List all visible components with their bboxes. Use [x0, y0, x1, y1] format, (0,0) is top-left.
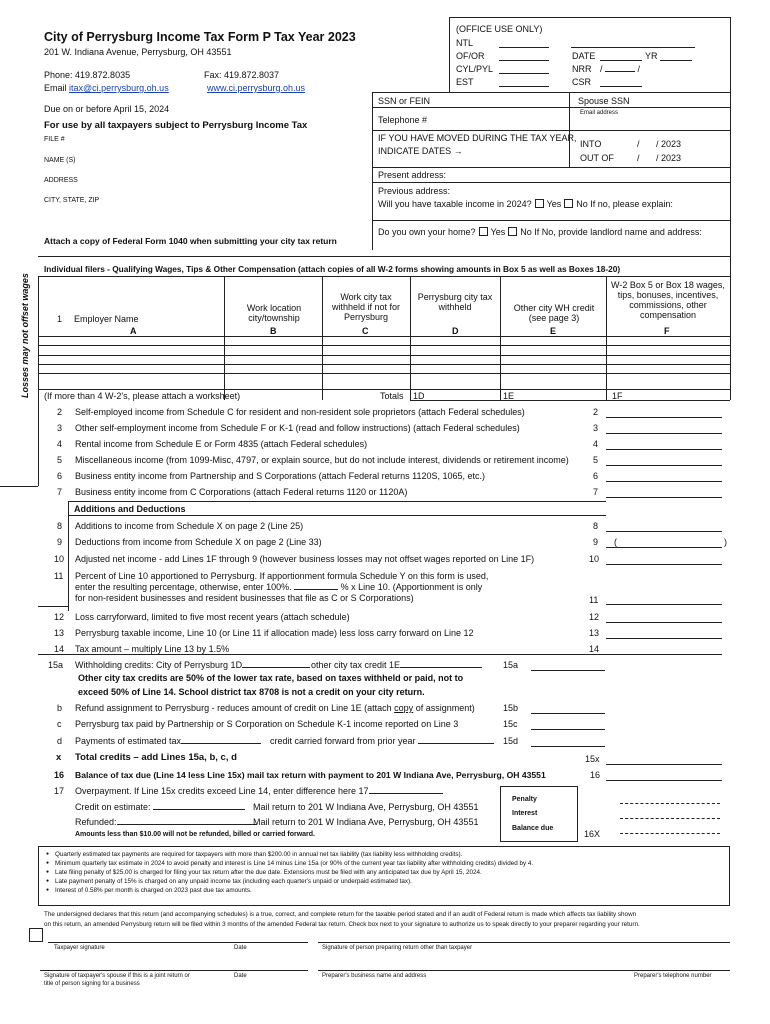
taxable-income-question: Will you have taxable income in 2024? [378, 199, 532, 209]
line-text: Miscellaneous income (from 1099-Misc, 4797, or explain source, but do not include interest, dividends or retirement income) [75, 455, 569, 465]
telephone-label: Telephone # [378, 115, 428, 125]
line-number-right: 4 [593, 439, 599, 449]
spouse-date-label: Date [234, 973, 247, 979]
line-9-text: Deductions from income from Schedule X on page 2 (Line 33) [75, 537, 322, 547]
line-amount-input[interactable] [606, 497, 722, 498]
refunded-label: Refunded: [75, 817, 117, 827]
balance-due-label: Balance due [512, 825, 554, 832]
line-15d-est-input[interactable] [181, 743, 261, 744]
office-ofor: OF/OR [456, 51, 485, 61]
line-15b-number: b [57, 703, 63, 713]
line-17-number: 17 [54, 786, 65, 796]
line-15b-text-copy: copy [394, 703, 414, 713]
previous-address-label: Previous address: [378, 186, 451, 196]
col-b-letter: B [270, 326, 277, 336]
additions-title: Additions and Deductions [74, 504, 186, 514]
fax: Fax: 419.872.8037 [204, 70, 280, 80]
address-label: ADDRESS [44, 177, 78, 184]
line-17-input[interactable] [369, 793, 443, 794]
into-slash: / [637, 139, 640, 149]
line-15a-text: Withholding credits: City of Perrysburg 1D [75, 660, 243, 670]
credit-note-1: Other city tax credits are 50% of the lower tax rate, based on taxes withheld or paid, not to [78, 673, 464, 683]
line-number-right: 3 [593, 423, 599, 433]
moved-label-2: INDICATE DATES → [378, 146, 463, 156]
credit-on-estimate-input[interactable] [153, 809, 245, 810]
spouse-signature-label-2: title of person signing for a business [44, 981, 140, 987]
email-label: Email [44, 83, 70, 93]
line-number: 2 [57, 407, 63, 417]
col-a-letter: A [130, 326, 137, 336]
spouse-signature-label: Signature of taxpayer's spouse if this is a joint return or [44, 973, 190, 979]
line-number: 6 [57, 471, 63, 481]
line-13-text: Perrysburg taxable income, Line 10 (or Line 11 if allocation made) less loss carry forward on Line 12 [75, 628, 474, 638]
line-number-right: 5 [593, 455, 599, 465]
own-home-question: Do you own your home? [378, 227, 476, 237]
line-15a-1d-input[interactable] [242, 667, 310, 668]
yes-label: Yes [546, 199, 562, 209]
line-15x-number: x [56, 752, 62, 763]
line-number: 7 [57, 487, 63, 497]
total-1e: 1E [503, 391, 515, 401]
line-10-text: Adjusted net income - add Lines 1F through 9 (however business losses may not offset wages reported on Line 1F) [75, 554, 535, 564]
penalty-label: Penalty [512, 796, 537, 803]
own-no-checkbox[interactable] [508, 227, 517, 236]
line-15c-right-number: 15c [503, 719, 518, 729]
line-17-text: Overpayment. If Line 15x credits exceed Line 14, enter difference here 17 [75, 786, 369, 796]
line-amount-input[interactable] [606, 417, 722, 418]
totals-label: Totals [380, 391, 404, 401]
line-number-right: 2 [593, 407, 599, 417]
wages-title: Individual filers - Qualifying Wages, Tips & Other Compensation (attach copies of all W-2 forms showing amounts in Box 5 as well as Boxes 18-20) [44, 264, 621, 274]
note-bullet: ● Late filing penalty of $25.00 is charged for filing your tax return after the due date. Extensions must be filed with any anticipated tax due by April 15, 2024. [46, 868, 533, 877]
declaration-text-2: on this return, an amended Perrysburg return will be filed within 3 months of the amended Federal tax return. Check box next to your signature to authorize us to speak directly to your preparer regarding your return. [44, 921, 640, 928]
col-c-header: Work city tax withheld if not for Perrysburg [331, 292, 401, 322]
city-state-zip-label: CITY, STATE, ZIP [44, 197, 100, 204]
line-text: Rental income from Schedule E or Form 4835 (attach Federal schedules) [75, 439, 368, 449]
preparer-signature-label: Signature of person preparing return other than taxpayer [322, 945, 473, 951]
line-16x-number: 16X [584, 829, 601, 839]
line-16-right-number: 16 [590, 770, 601, 780]
line-11-text-c: for non-resident businesses and resident businesses that file as C or S Corporations) [75, 593, 414, 603]
line-15d-carry-input[interactable] [418, 743, 494, 744]
line-16-text: Balance of tax due (Line 14 less Line 15x) mail tax return with payment to 201 W Indiana Ave, Perrysburg, OH 43551 [75, 770, 546, 780]
use-statement: For use by all taxpayers subject to Perrysburg Income Tax [44, 120, 308, 131]
line-11-text-a: Percent of Line 10 apportioned to Perrysburg. If apportionment formula Schedule Y on this form is used, [75, 571, 489, 581]
credit-note-2: exceed 50% of Line 14. School district tax 8708 is not a credit on your city return. [78, 687, 425, 697]
ssn-label: SSN or FEIN [378, 96, 431, 106]
taxable-no-label: No If no, please explain: [576, 199, 673, 209]
line-11-text-b: enter the resulting percentage, otherwise, enter 100%. [75, 582, 292, 592]
website-link[interactable]: www.ci.perrysburg.oh.us [207, 83, 306, 93]
credit-on-estimate-label: Credit on estimate: [75, 802, 151, 812]
line-15a-1e-input[interactable] [400, 667, 482, 668]
line-15b-text-post: of assignment) [413, 703, 475, 713]
line-1-number: 1 [57, 314, 63, 324]
attach-1040-note: Attach a copy of Federal Form 1040 when submitting your city tax return [44, 236, 337, 246]
line-15c-text: Perrysburg tax paid by Partnership or S Corporation on Schedule K-1 income reported on Line 3 [75, 719, 459, 729]
line-number: 3 [57, 423, 63, 433]
file-number-label: FILE # [44, 136, 65, 143]
due-date: Due on or before April 15, 2024 [44, 104, 170, 114]
line-9-open-paren: ( [614, 537, 617, 547]
preparer-phone-label: Preparer's telephone number [634, 973, 712, 979]
line-15a-other-text: other city tax credit 1E [311, 660, 401, 670]
email-address-label: Email address [580, 110, 619, 116]
total-1f: 1F [612, 391, 623, 401]
office-use-title: (OFFICE USE ONLY) [456, 24, 543, 34]
col-a-header: Employer Name [74, 314, 139, 324]
phone: Phone: 419.872.8035 [44, 70, 131, 80]
line-amount-input[interactable] [606, 433, 722, 434]
line-amount-input[interactable] [606, 449, 722, 450]
own-yes-checkbox[interactable] [479, 227, 488, 236]
col-f-header: W-2 Box 5 or Box 18 wages, tips, bonuses, incentives, commissions, other compensation [611, 280, 725, 320]
out-of-label: OUT OF [580, 153, 614, 163]
line-15a-number: 15a [48, 660, 64, 670]
outof-slash: / [637, 153, 640, 163]
total-1d: 1D [413, 391, 425, 401]
line-15b-text-pre: Refund assignment to Perrysburg - reduces amount of credit on Line 1E (attach [75, 703, 395, 713]
office-cylpyl: CYL/PYL [456, 64, 494, 74]
line-15b-right-number: 15b [503, 703, 519, 713]
col-b-header: Work location city/township [246, 303, 302, 323]
line-amount-input[interactable] [606, 481, 722, 482]
office-nrr-slash: / [637, 64, 641, 74]
moved-label: IF YOU HAVE MOVED DURING THE TAX YEAR, [378, 133, 577, 143]
office-nrr: NRR [572, 64, 592, 74]
names-label: NAME (S) [44, 157, 76, 164]
own-no-label: No If No, provide landlord name and address: [520, 227, 702, 237]
office-ntl: NTL [456, 38, 474, 48]
into-year: / 2023 [656, 139, 682, 149]
line-15x-text: Total credits – add Lines 15a, b, c, d [75, 752, 237, 763]
taxable-no-checkbox[interactable] [564, 199, 573, 208]
losses-side-label: Losses may not offset wages [20, 273, 30, 398]
mail-return-1: Mail return to 201 W Indiana Ave, Perrysburg, OH 43551 [253, 802, 479, 812]
col-c-letter: C [362, 326, 369, 336]
col-f-letter: F [664, 326, 670, 336]
line-15d-number: d [57, 736, 63, 746]
line-number: 4 [57, 439, 63, 449]
form-title: City of Perrysburg Income Tax Form P Tax Year 2023 [44, 30, 356, 44]
spouse-ssn-label: Spouse SSN [578, 96, 630, 106]
line-number-right: 7 [593, 487, 599, 497]
office-yr: YR [645, 51, 658, 61]
line-12-text: Loss carryforward, limited to five most recent years (attach schedule) [75, 612, 350, 622]
office-date: DATE [572, 51, 596, 61]
line-text: Self-employed income from Schedule C for resident and non-resident sole proprietors (attach Federal schedules) [75, 407, 525, 417]
taxable-yes-checkbox[interactable] [535, 199, 544, 208]
interest-label: Interest [512, 810, 538, 817]
present-address-label: Present address: [378, 170, 447, 180]
line-amount-input[interactable] [606, 465, 722, 466]
into-label: INTO [580, 139, 602, 149]
line-14-text: Tax amount – multiply Line 13 by 1.5% [75, 644, 230, 654]
email-link[interactable]: itax@ci.perrysburg.oh.us [69, 83, 169, 93]
col-d-letter: D [452, 326, 459, 336]
less-than-10-note: Amounts less than $10.00 will not be refunded, billed or carried forward. [75, 831, 315, 838]
own-yes-label: Yes [490, 227, 506, 237]
note-bullet: ● Minimum quarterly tax estimate in 2024 to avoid penalty and interest is Line 14 minus Line 15a (or 90% of the current year tax liability after withholding credits) divided by 4. [46, 859, 533, 868]
line-15d-right-number: 15d [503, 736, 519, 746]
line-15x-right-number: 15x [585, 754, 600, 764]
col-d-header: Perrysburg city tax withheld [417, 292, 493, 312]
declaration-text-1: The undersigned declares that this return (and accompanying schedules) is a true, correct, and complete return for the taxable period stated and if an audit of Federal return is made which affects tax liability shown [44, 911, 637, 918]
line-15d-carry-text: credit carried forward from prior year [270, 736, 416, 746]
more-w2-note: (If more than 4 W-2's, please attach a worksheet) [44, 391, 241, 401]
office-csr: CSR [572, 77, 592, 87]
refunded-input[interactable] [117, 824, 257, 825]
mail-return-2: Mail return to 201 W Indiana Ave, Perrysburg, OH 43551 [253, 817, 479, 827]
line-number-right: 6 [593, 471, 599, 481]
line-text: Other self-employment income from Schedule F or K-1 (read and follow instructions) (attach Federal schedules) [75, 423, 520, 433]
taxpayer-date-label: Date [234, 945, 247, 951]
line-11-percent-input[interactable] [294, 589, 338, 590]
line-15c-number: c [57, 719, 62, 729]
line-8-text: Additions to income from Schedule X on page 2 (Line 25) [75, 521, 304, 531]
col-e-letter: E [550, 326, 557, 336]
authorize-preparer-checkbox[interactable] [29, 928, 43, 942]
out-year: / 2023 [656, 153, 682, 163]
line-16-number: 16 [54, 770, 65, 780]
line-15d-text: Payments of estimated tax [75, 736, 182, 746]
preparer-business-label: Preparer's business name and address [322, 973, 427, 979]
line-number: 5 [57, 455, 63, 465]
line-11-text-b2: % x Line 10. (Apportionment is only [340, 582, 483, 592]
note-bullet: ● Late payment penalty of 15% is charged on any unpaid income tax (including each quarter's unpaid or underpaid estimated tax). [46, 877, 533, 886]
note-bullet: ● Quarterly estimated tax payments are required for taxpayers with more than $200.00 in annual net tax liability (tax liability less withholding credits). [46, 850, 533, 859]
note-bullet: ● Interest of 0.58% per month is charged on 2023 past due tax amounts. [46, 886, 533, 895]
taxpayer-signature-label: Taxpayer signature [54, 945, 105, 951]
col-e-header: Other city WH credit (see page 3) [513, 303, 595, 323]
line-15a-right-number: 15a [503, 660, 519, 670]
line-text: Business entity income from C Corporations (attach Federal returns 1120 or 1120A) [75, 487, 408, 497]
line-9-close-paren: ) [724, 537, 727, 547]
line-text: Business entity income from Partnership and S Corporations (attach Federal returns 1120S, 1065, etc.) [75, 471, 486, 481]
office-est: EST [456, 77, 474, 87]
city-address: 201 W. Indiana Avenue, Perrysburg, OH 43551 [44, 47, 232, 57]
